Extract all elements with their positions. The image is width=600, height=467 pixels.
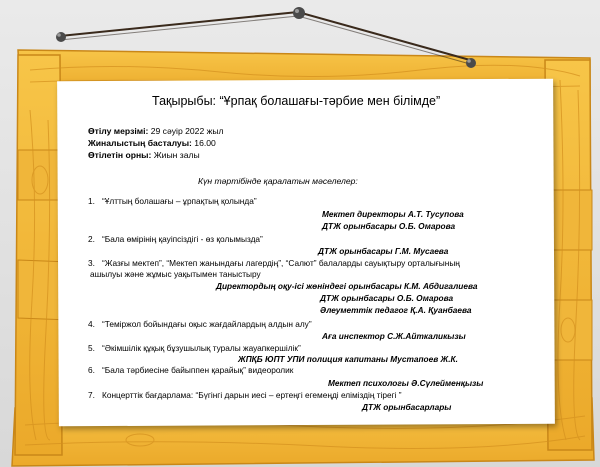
responsible-person: Мектеп директоры А.Т. Тусупова bbox=[322, 209, 464, 219]
agenda-item: 3. “Жазғы мектеп”, “Мектеп жанындағы лагердің”, “Салют” балаларды сауықтыру орталығының bbox=[88, 258, 460, 268]
responsible-person: ДТЖ орынбасарлары bbox=[362, 402, 452, 412]
agenda-item-continuation: ашылуы және жұмыс уақытымен таныстыру bbox=[90, 269, 261, 279]
agenda-item: 5. “Әкімшілік құқық бұзушылық туралы жауапкершілік” bbox=[88, 343, 301, 353]
nail-icon bbox=[290, 4, 308, 22]
agenda-heading: Күн тәртібінде қаралатын мәселелер: bbox=[198, 176, 358, 186]
notice-title: Тақырыбы: “Ұрпақ болашағы-тәрбие мен білімде” bbox=[152, 94, 441, 108]
agenda-item: 7. Концерттік бағдарлама: “Бүгінгі дарын иесі – ертеңгі егемеңді еліміздің тірегі ” bbox=[88, 390, 402, 400]
agenda-item: 6. “Бала тәрбиесіне байыппен қарайық” видеоролик bbox=[88, 365, 294, 375]
responsible-person: ДТЖ орынбасары О.Б. Омарова bbox=[322, 221, 456, 231]
meta-location: Өтілетін орны: Жиын залы bbox=[88, 150, 200, 160]
agenda-item: 2. “Бала өмірінің қауіпсіздігі - өз қолымызда” bbox=[88, 234, 263, 244]
responsible-person: Аға инспектор С.Ж.Айткаликызы bbox=[322, 331, 466, 341]
meta-date: Өтілу мерзімі: 29 сәуір 2022 жыл bbox=[88, 126, 224, 136]
nail-icon bbox=[52, 28, 70, 46]
responsible-person: Директордың оқу-ісі жөніндегі орынбасары К.М. Абдигалиева bbox=[216, 281, 478, 291]
agenda-item: 1. “Ұлттың болашағы – ұрпақтың қолында” bbox=[88, 196, 257, 206]
meta-start-time: Жиналыстың басталуы: 16.00 bbox=[88, 138, 216, 148]
notice-content bbox=[70, 88, 540, 418]
responsible-person: ДТЖ орынбасары О.Б. Омарова bbox=[320, 293, 454, 303]
agenda-item: 4. “Теміржол бойындағы оқыс жағдайлардың алдын алу” bbox=[88, 319, 312, 329]
nail-icon bbox=[462, 54, 480, 72]
responsible-person: ДТЖ орынбасары Г.М. Мусаева bbox=[318, 246, 449, 256]
responsible-person: ЖПҚБ ЮПТ УПИ полиция капитаны Мустапоев Ж.К. bbox=[238, 354, 458, 364]
responsible-person: Әлеуметтік педагог Қ.А. Қуанбаева bbox=[320, 305, 472, 315]
responsible-person: Мектеп психологы Ә.Сүлейменқызы bbox=[328, 378, 484, 388]
